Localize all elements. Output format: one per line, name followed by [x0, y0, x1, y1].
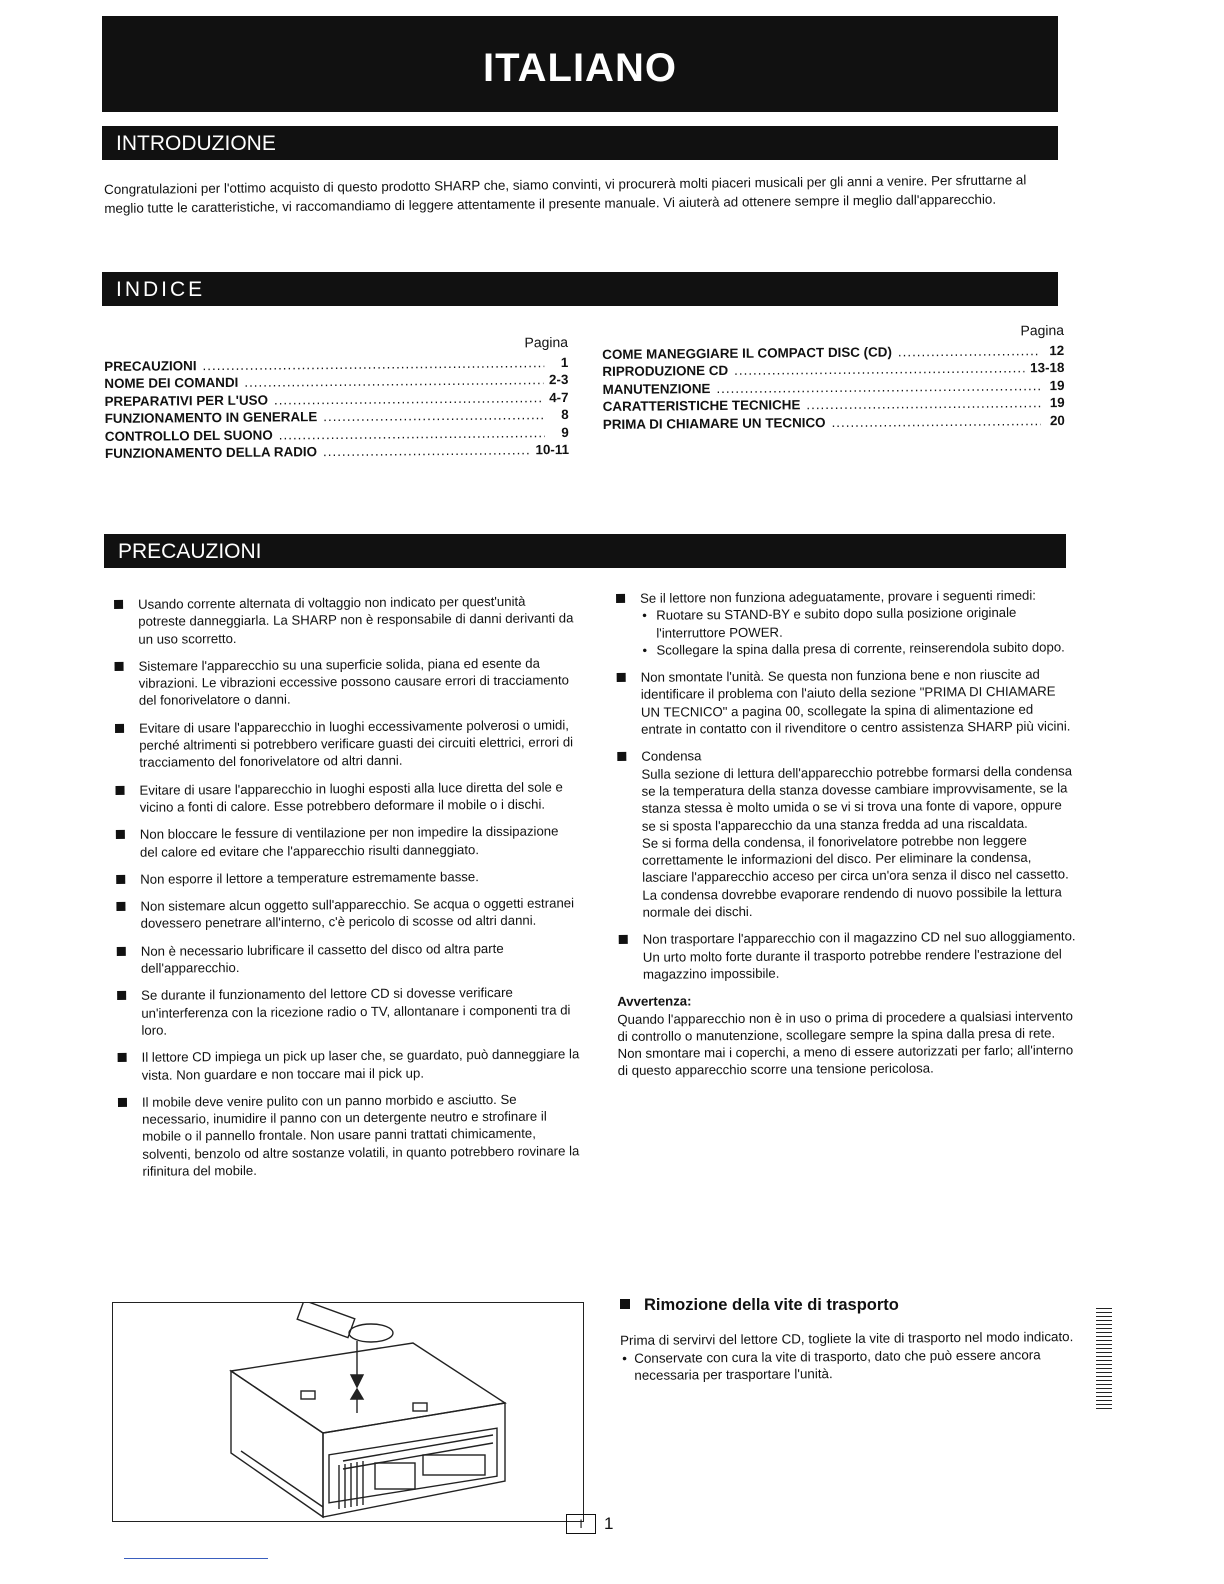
condensa-text: Sulla sezione di lettura dell'apparecchio potrebbe formarsi della condensa se la temperatura della stanza dovesse cambiare improvvisamente, se la stanza stessa è molto umida o se vi si trova una fonte di vapore, oppure se si sposta l'apparecchio da una stanza fredda ad una riscaldata.: [641, 763, 1073, 834]
toc-label: CONTROLLO DEL SUONO: [104, 427, 273, 444]
toc-page: 19: [1049, 377, 1065, 393]
condensa-text-2: Se si forma della condensa, il fonorivelatore potrebbe non leggere correttamente le informazioni del disco. Per eliminare la condensa, lasciare l'apparecchio acceso per circa un'ora senza il disco nel cassetto. La condensa dovrebbe evaporare rendendo di nuovo possibile la lettura normale dei dischi.: [641, 832, 1069, 920]
precaution-item: [614, 586, 1075, 659]
precaution-item: Il mobile deve venire pulito con un panno morbido e asciutto. Se necessario, inumidire il panno con un detergente neutro e strofinare il mobile o il pannello frontale. Non usare panni trattati chimicamente, solventi, benzolo od altre sostanze volatili, in quanto potrebbero rovinare la rifinitura del mobile.: [116, 1090, 581, 1180]
precaution-item: Evitare di usare l'apparecchio in luoghi esposti alla luce diretta del sole e vicino a fonti di calore. Esse potrebbero deformare il mobile o i dischi.: [113, 778, 577, 816]
toc-label: PREPARATIVI PER L'USO: [104, 392, 269, 409]
pagina-label: Pagina: [1020, 321, 1065, 339]
toc-page: 9: [561, 424, 569, 440]
precautions-right-column: [614, 586, 1078, 1079]
toc-label: RIPRODUZIONE CD: [602, 362, 729, 379]
language-box: I: [566, 1514, 596, 1534]
toc-page: 2-3: [548, 371, 569, 388]
cd-unit-drawing: [113, 1303, 582, 1520]
toc-label: PRIMA DI CHIAMARE UN TECNICO: [602, 414, 826, 432]
precaution-item: Se durante il funzionamento del lettore CD si dovesse verificare un'interferenza con la ricezione radio o TV, allontanare i componenti tra di loro.: [115, 984, 579, 1040]
transport-screw-illustration: [112, 1302, 584, 1522]
precaution-item: Non è necessario lubrificare il cassetto del disco od altra parte dell'apparecchio.: [115, 939, 579, 977]
remedy-item: • Ruotare su STAND-BY e subito dopo sulla posizione originale l'interruttore POWER.: [640, 604, 1074, 642]
index-heading: INDICE: [102, 272, 1058, 306]
precautions-heading: PRECAUZIONI: [104, 534, 1066, 568]
page-number: [566, 1514, 613, 1534]
page-number-text: 1: [604, 1514, 614, 1533]
precaution-item: Non bloccare le fessure di ventilazione per non impedire la dissipazione del calore ed evitare che l'apparecchio risulti danneggiato.: [114, 823, 578, 861]
toc-page: 13-18: [1030, 359, 1065, 376]
registration-mark: [1096, 1308, 1112, 1412]
index-right-column: [602, 322, 1065, 433]
warning-text: Quando l'apparecchio non è in uso o prima di procedere a qualsiasi intervento di controllo o manutenzione, scollegare sempre la spina dalla presa di rete. Non smontare mai i coperchi, a meno di essere autorizzati per farlo; all'interno di questo apparecchio scorre una tensione pericolosa.: [617, 1007, 1074, 1079]
removal-bullet: • Conservate con cura la vite di trasporto, dato che può essere ancora necessaria per trasportare l'unità.: [620, 1345, 1090, 1384]
toc-entry[interactable]: [603, 411, 1065, 433]
toc-page: 10-11: [535, 441, 570, 458]
toc-page: 1: [560, 354, 569, 370]
precaution-item: Non esporre il lettore a temperature estremamente basse.: [114, 867, 578, 888]
intro-heading: INTRODUZIONE: [102, 126, 1058, 160]
removal-title-text: Rimozione della vite di trasporto: [644, 1296, 899, 1314]
toc-page: 12: [1049, 342, 1065, 358]
page-title: ITALIANO: [102, 16, 1058, 112]
precaution-item: [615, 745, 1076, 922]
toc-label: FUNZIONAMENTO IN GENERALE: [104, 409, 318, 426]
precaution-item: Il lettore CD impiega un pick up laser che, se guardato, può danneggiare la vista. Non guardare e non toccare mai il pick up.: [116, 1046, 580, 1084]
intro-paragraph: Congratulazioni per l'ottimo acquisto di questo prodotto SHARP che, siamo convinti, vi procurerà molti piaceri musicali per gli anni a venire. Per sfruttarne al meglio tutte le caratteristiche, vi raccomandiamo di leggere attentamente il presente manuale. Vi aiuterà ad ottenere sempre il meglio dall'apparecchio.: [104, 172, 1027, 216]
toc-page: 20: [1049, 412, 1065, 428]
toc-label: FUNZIONAMENTO DELLA RADIO: [104, 444, 318, 461]
warning-title: Avvertenza:: [617, 993, 692, 1010]
index-left-column: [104, 334, 569, 463]
toc-label: MANUTENZIONE: [602, 380, 711, 397]
removal-section-title: [620, 1296, 899, 1315]
remedies-intro: Se il lettore non funziona adeguatamente, provare i seguenti rimedi:: [640, 587, 1036, 606]
condensa-title: Condensa: [641, 748, 702, 765]
pagina-label: Pagina: [524, 333, 569, 351]
precaution-item: Usando corrente alternata di voltaggio non indicato per quest'unità potreste danneggiarla. La SHARP non è responsabile di danni derivanti da un uso scorretto.: [112, 592, 576, 648]
precaution-item: Evitare di usare l'apparecchio in luoghi eccessivamente polverosi o umidi, perché altrimenti si potrebbero verificare guasti dei circuiti elettrici, errori di tracciamento del fonorivelatore od altri danni.: [113, 716, 577, 772]
toc-entry[interactable]: [105, 441, 569, 463]
toc-label: NOME DEI COMANDI: [104, 374, 239, 391]
toc-page: 4-7: [549, 389, 569, 405]
remedy-item: • Scollegare la spina dalla presa di corrente, reinserendola subito dopo.: [640, 638, 1074, 659]
precaution-item: Sistemare l'apparecchio su una superficie solida, piana ed esente da vibrazioni. Le vibrazioni eccessive possono causare errori di tracciamento del fonorivelatore o danni.: [112, 654, 576, 710]
precautions-left-column: [112, 592, 581, 1190]
divider: [124, 1558, 268, 1559]
toc-label: PRECAUZIONI: [104, 357, 197, 374]
toc-page: 8: [561, 406, 569, 423]
precaution-item: Non trasportare l'apparecchio con il magazzino CD nel suo alloggiamento. Un urto molto forte durante il trasporto potrebbe rendere l'estrazione del magazzino impossibile.: [617, 928, 1077, 984]
toc-label: CARATTERISTICHE TECNICHE: [602, 397, 801, 414]
removal-section-body: [620, 1328, 1090, 1385]
toc-label: COME MANEGGIARE IL COMPACT DISC (CD): [602, 343, 892, 362]
bullet-square-icon: [620, 1299, 630, 1309]
precaution-item: Non sistemare alcun oggetto sull'apparecchio. Se acqua o oggetti estranei dovessero penetrare all'interno, c'è pericolo di scosse od altri danni.: [114, 895, 578, 933]
precaution-item: Non smontate l'unità. Se questa non funziona bene e non riuscite ad identificare il problema con l'aiuto della sezione "PRIMA DI CHIAMARE UN TECNICO" a pagina 00, scollegate la spina di alimentazione ed entrate in contatto con il rivenditore o centro assistenza SHARP più vicini.: [615, 666, 1076, 739]
removal-text: Prima di servirvi del lettore CD, togliete la vite di trasporto nel modo indicato.: [620, 1329, 1074, 1348]
toc-page: 19: [1049, 394, 1065, 411]
